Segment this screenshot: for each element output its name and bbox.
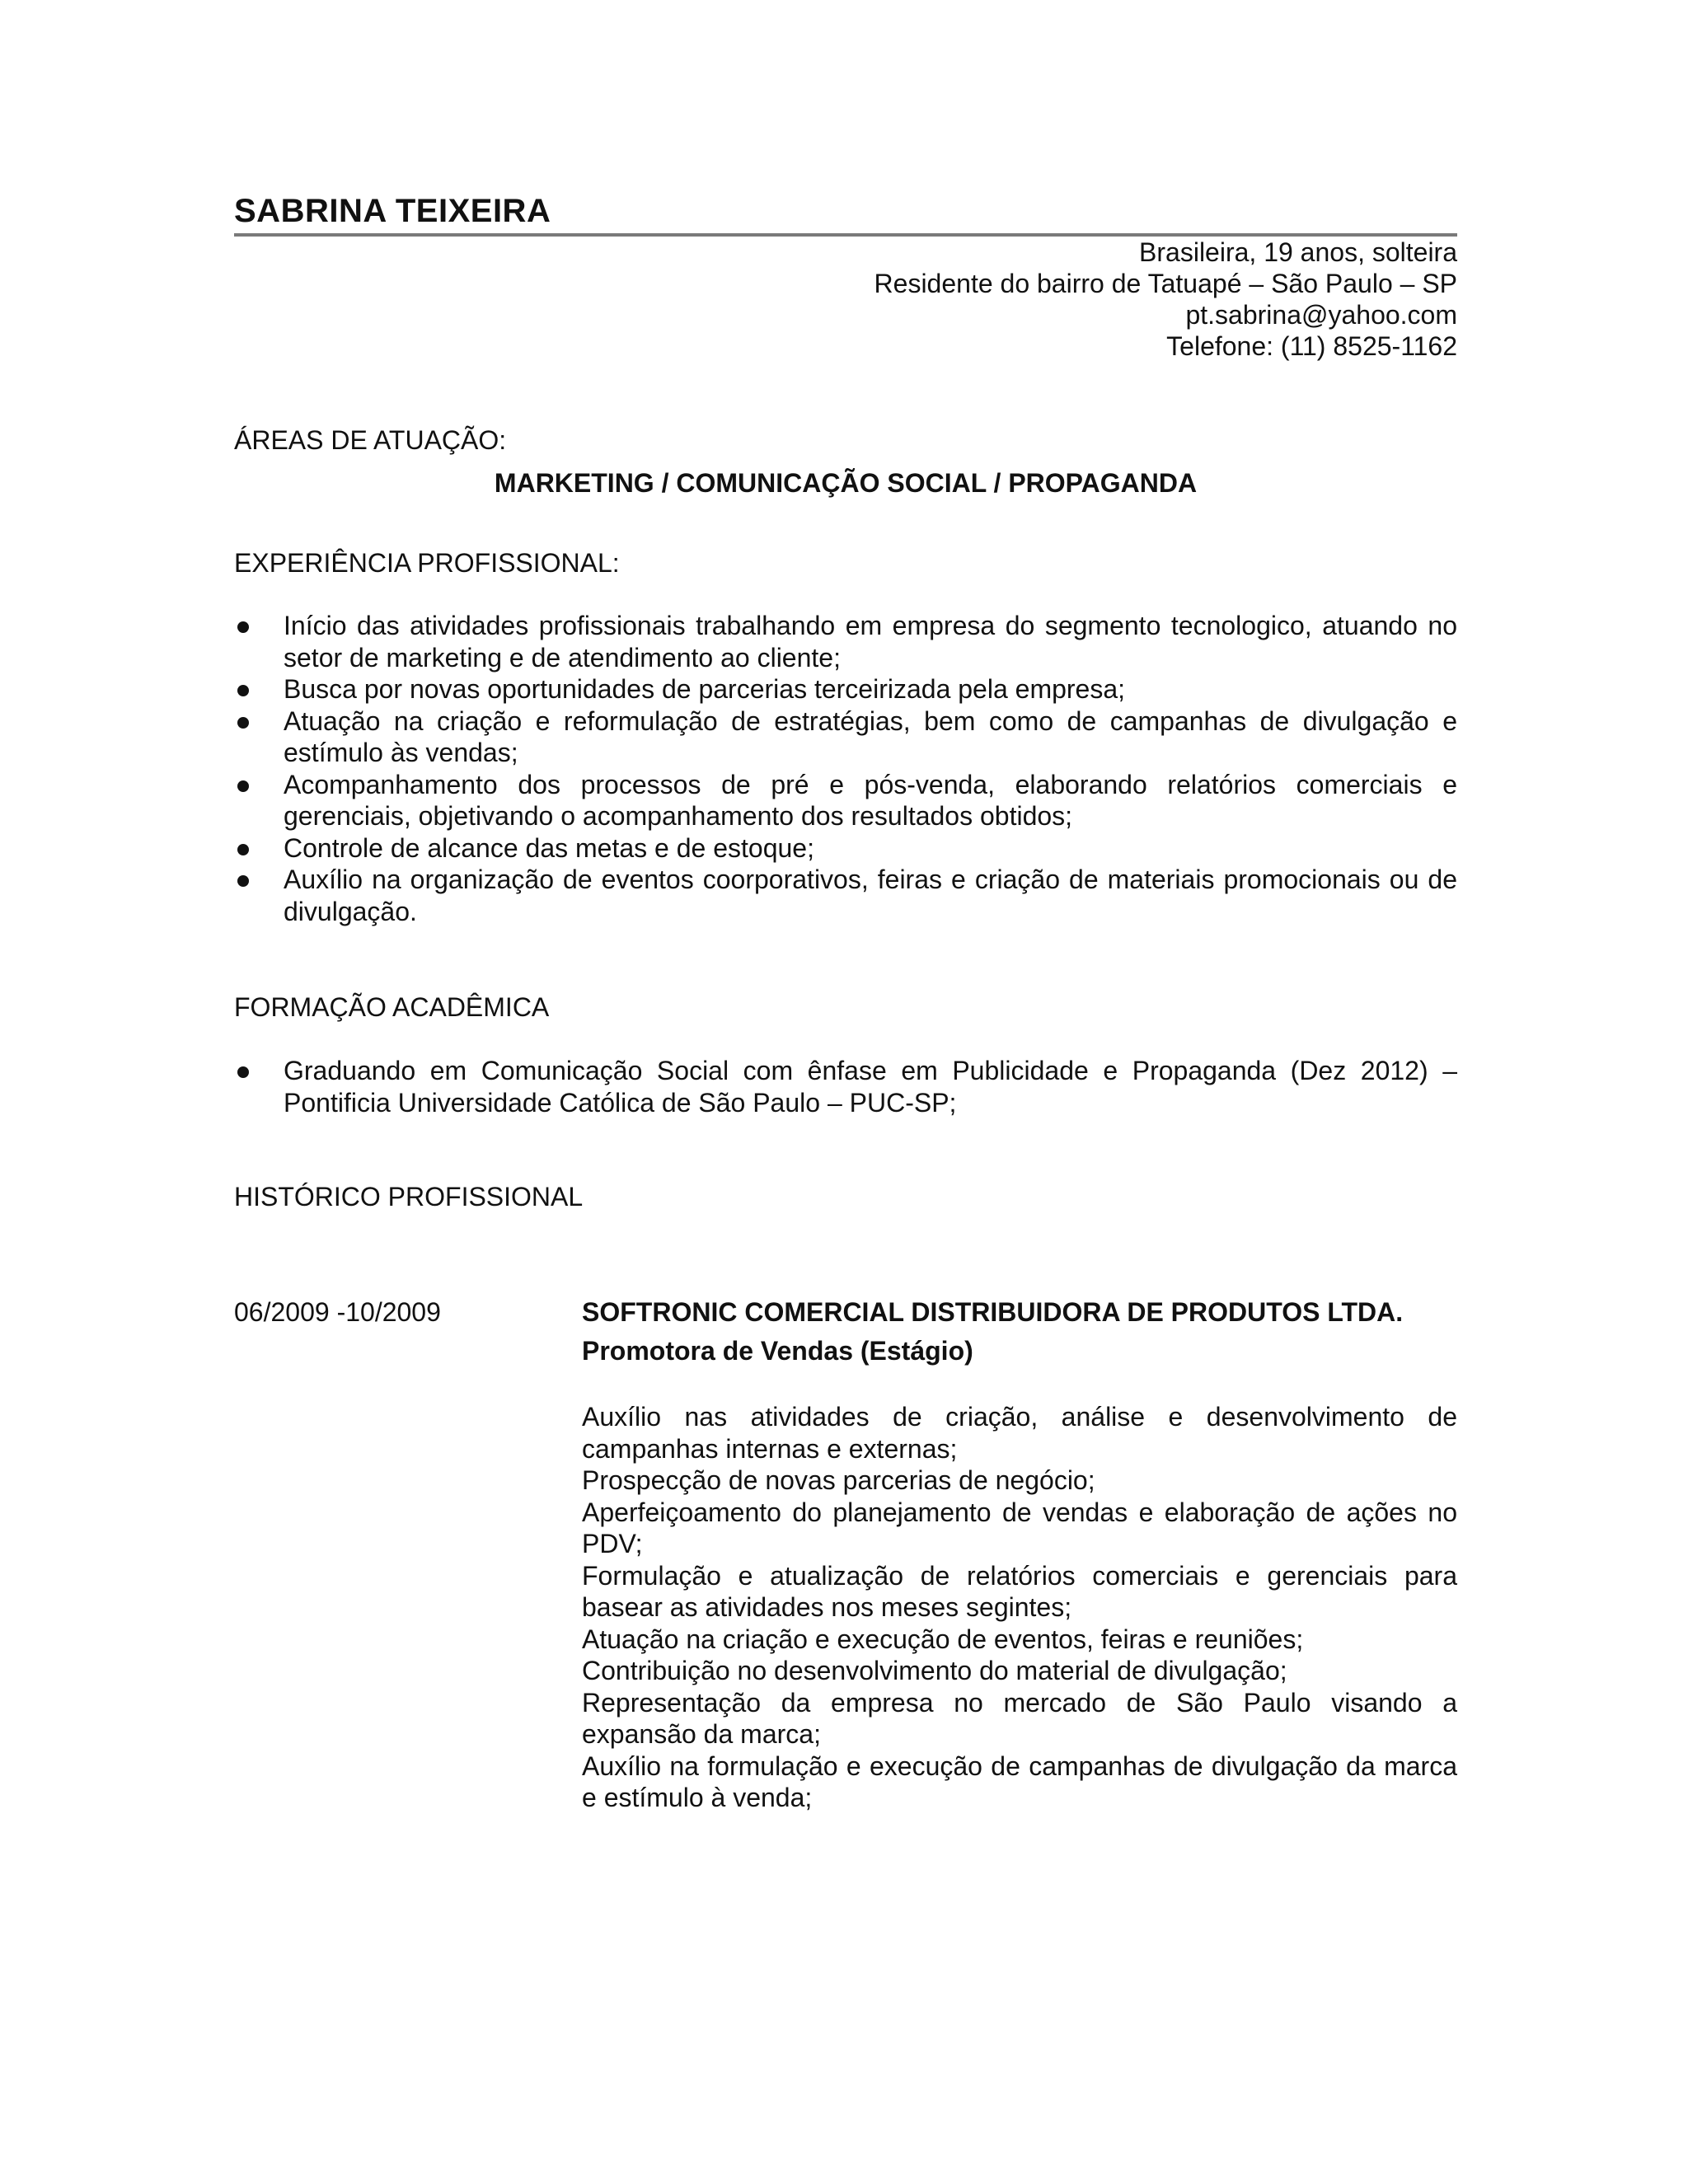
bullet-icon [237, 685, 249, 696]
list-item: Auxílio na organização de eventos coorporativos, feiras e criação de materiais promocionais ou de divulgação. [234, 864, 1457, 927]
list-item: Atuação na criação e execução de eventos, feiras e reuniões; [582, 1624, 1304, 1654]
education-list [234, 1055, 1457, 1118]
bullet-icon [237, 875, 249, 887]
list-item: Aperfeiçoamento do planejamento de vendas e elaboração de ações no PDV; [582, 1497, 1457, 1558]
list-item: Início das atividades profissionais trabalhando em empresa do segmento tecnologico, atuando no setor de marketing e de atendimento ao cliente; [234, 610, 1457, 673]
list-item: Representação da empresa no mercado de São Paulo visando a expansão da marca; [582, 1687, 1457, 1749]
job-dates: 06/2009 -10/2009 [234, 1297, 441, 1327]
list-item: Graduando em Comunicação Social com ênfase em Publicidade e Propaganda (Dez 2012) – Pontificia Universidade Católica de São Paulo – PUC-SP; [234, 1055, 1457, 1118]
list-item: Contribuição no desenvolvimento do material de divulgação; [582, 1656, 1287, 1685]
bullet-icon [237, 844, 249, 855]
experience-section-title: EXPERIÊNCIA PROFISSIONAL: [234, 548, 620, 578]
areas-section-title: ÁREAS DE ATUAÇÃO: [234, 425, 507, 455]
personal-info: Brasileira, 19 anos, solteira [1139, 237, 1457, 267]
list-item: Controle de alcance das metas e de estoque; [234, 832, 1457, 865]
job-company: SOFTRONIC COMERCIAL DISTRIBUIDORA DE PRODUTOS LTDA. [582, 1297, 1404, 1327]
list-item: Auxílio na formulação e execução de campanhas de divulgação da marca e estímulo à venda; [582, 1750, 1457, 1812]
history-section-title: HISTÓRICO PROFISSIONAL [234, 1182, 584, 1212]
bullet-icon [237, 717, 249, 729]
experience-list [234, 610, 1457, 927]
list-item: Busca por novas oportunidades de parcerias terceirizada pela empresa; [234, 673, 1457, 705]
email: pt.sabrina@yahoo.com [1185, 300, 1457, 330]
candidate-name: SABRINA TEIXEIRA [234, 193, 551, 229]
job-role: Promotora de Vendas (Estágio) [582, 1336, 973, 1366]
contact-block [874, 237, 1457, 362]
list-item: Atuação na criação e reformulação de estratégias, bem como de campanhas de divulgação e estímulo às vendas; [234, 705, 1457, 769]
job-duties-list [582, 1401, 1457, 1814]
list-item: Prospecção de novas parcerias de negócio; [582, 1465, 1095, 1495]
bullet-icon [237, 621, 249, 633]
list-item: Auxílio nas atividades de criação, análise e desenvolvimento de campanhas internas e externas; [582, 1402, 1457, 1464]
bullet-icon [237, 780, 249, 792]
list-item: Acompanhamento dos processos de pré e pós-venda, elaborando relatórios comerciais e gerenciais, objetivando o acompanhamento dos resultados obtidos; [234, 769, 1457, 832]
bullet-icon [237, 1066, 249, 1078]
phone: Telefone: (11) 8525-1162 [1166, 331, 1457, 361]
areas-value: MARKETING / COMUNICAÇÃO SOCIAL / PROPAGANDA [494, 468, 1198, 498]
education-section-title: FORMAÇÃO ACADÊMICA [234, 992, 550, 1022]
list-item: Formulação e atualização de relatórios comerciais e gerenciais para basear as atividades nos meses segintes; [582, 1560, 1457, 1622]
address: Residente do bairro de Tatuapé – São Paulo – SP [874, 269, 1457, 298]
